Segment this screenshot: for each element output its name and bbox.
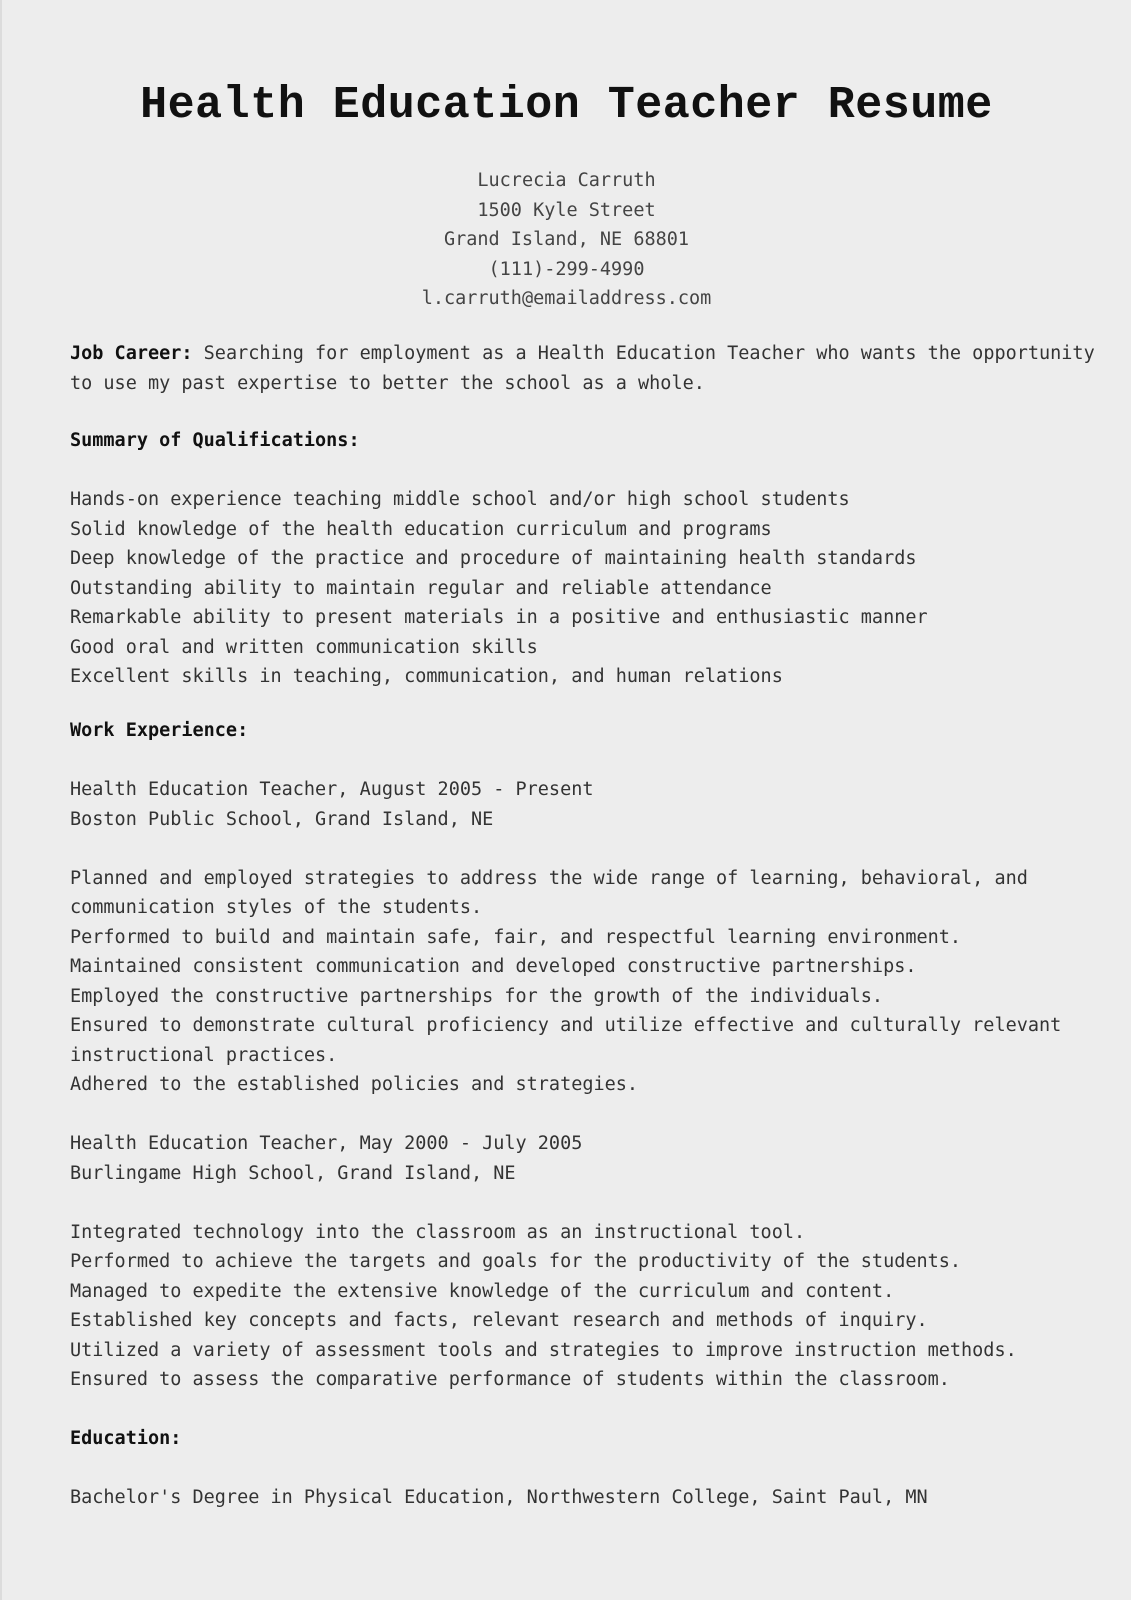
work-experience-heading: Work Experience: xyxy=(70,720,249,741)
contact-phone: (111)-299-4990 xyxy=(488,258,645,280)
qualification-item: Outstanding ability to maintain regular and reliable attendance xyxy=(70,577,772,599)
job-2-employer: Burlingame High School, Grand Island, NE xyxy=(70,1162,516,1184)
job-career-line-1 xyxy=(70,339,1095,369)
job-2-title: Health Education Teacher, May 2000 - July 2005 xyxy=(70,1133,583,1154)
qualification-item: Excellent skills in teaching, communication, and human relations xyxy=(70,666,783,687)
job-career-section xyxy=(70,339,1095,398)
job-1-duty: communication styles of the students. xyxy=(70,897,483,918)
education-degree: Bachelor's Degree in Physical Education, Northwestern College, Saint Paul, MN xyxy=(70,1487,928,1508)
qualification-item: Deep knowledge of the practice and procedure of maintaining health standards xyxy=(70,548,917,569)
resume-title: Health Education Teacher Resume xyxy=(140,80,993,131)
job-career-text-1: Searching for employment as a Health Education Teacher who wants the opportunity xyxy=(192,343,1095,364)
job-1-duty: Adhered to the established policies and strategies. xyxy=(70,1074,639,1095)
contact-city: Grand Island, NE 68801 xyxy=(443,229,690,250)
qualifications-section xyxy=(70,426,1061,692)
qualifications-heading: Summary of Qualifications: xyxy=(70,430,360,451)
job-1-duty: instructional practices. xyxy=(70,1044,338,1066)
job-2-duty: Managed to expedite the extensive knowledge of the curriculum and content. xyxy=(70,1280,895,1302)
contact-name: Lucrecia Carruth xyxy=(477,170,656,191)
job-1-duty: Maintained consistent communication and developed constructive partnerships. xyxy=(70,956,917,977)
job-2-duty: Established key concepts and facts, relevant research and methods of inquiry. xyxy=(70,1310,928,1331)
job-1-employer: Boston Public School, Grand Island, NE xyxy=(70,808,494,830)
qualification-item: Good oral and written communication skills xyxy=(70,636,538,658)
job-1-duty: Performed to build and maintain safe, fair, and respectful learning environment. xyxy=(70,926,962,948)
job-career-text-2: to use my past expertise to better the school as a whole. xyxy=(70,372,705,394)
education-heading: Education: xyxy=(70,1428,182,1449)
job-2-duty: Utilized a variety of assessment tools and strategies to improve instruction methods. xyxy=(70,1339,1017,1361)
contact-street: 1500 Kyle Street xyxy=(477,199,656,221)
job-career-label: Job Career: xyxy=(70,343,193,364)
job-2-duty: Ensured to assess the comparative performance of students within the classroom. xyxy=(70,1369,950,1390)
job-2-duty: Performed to achieve the targets and goals for the productivity of the students. xyxy=(70,1251,962,1272)
qualification-item: Remarkable ability to present materials in a positive and enthusiastic manner xyxy=(70,607,928,628)
contact-block xyxy=(2,166,1131,314)
job-1-title: Health Education Teacher, August 2005 - Present xyxy=(70,779,594,800)
job-1-duty: Employed the constructive partnerships for the growth of the individuals. xyxy=(70,985,884,1007)
job-1-duty: Planned and employed strategies to address the wide range of learning, behavioral, and xyxy=(70,867,1028,889)
qualification-item: Hands-on experience teaching middle school and/or high school students xyxy=(70,489,850,510)
job-2-duty: Integrated technology into the classroom as an instructional tool. xyxy=(70,1221,806,1243)
job-1-duty: Ensured to demonstrate cultural proficiency and utilize effective and culturally relevant xyxy=(70,1015,1062,1036)
contact-email: l.carruth@emailaddress.com xyxy=(421,288,712,309)
work-experience-section xyxy=(70,716,1061,1513)
qualification-item: Solid knowledge of the health education curriculum and programs xyxy=(70,518,772,540)
